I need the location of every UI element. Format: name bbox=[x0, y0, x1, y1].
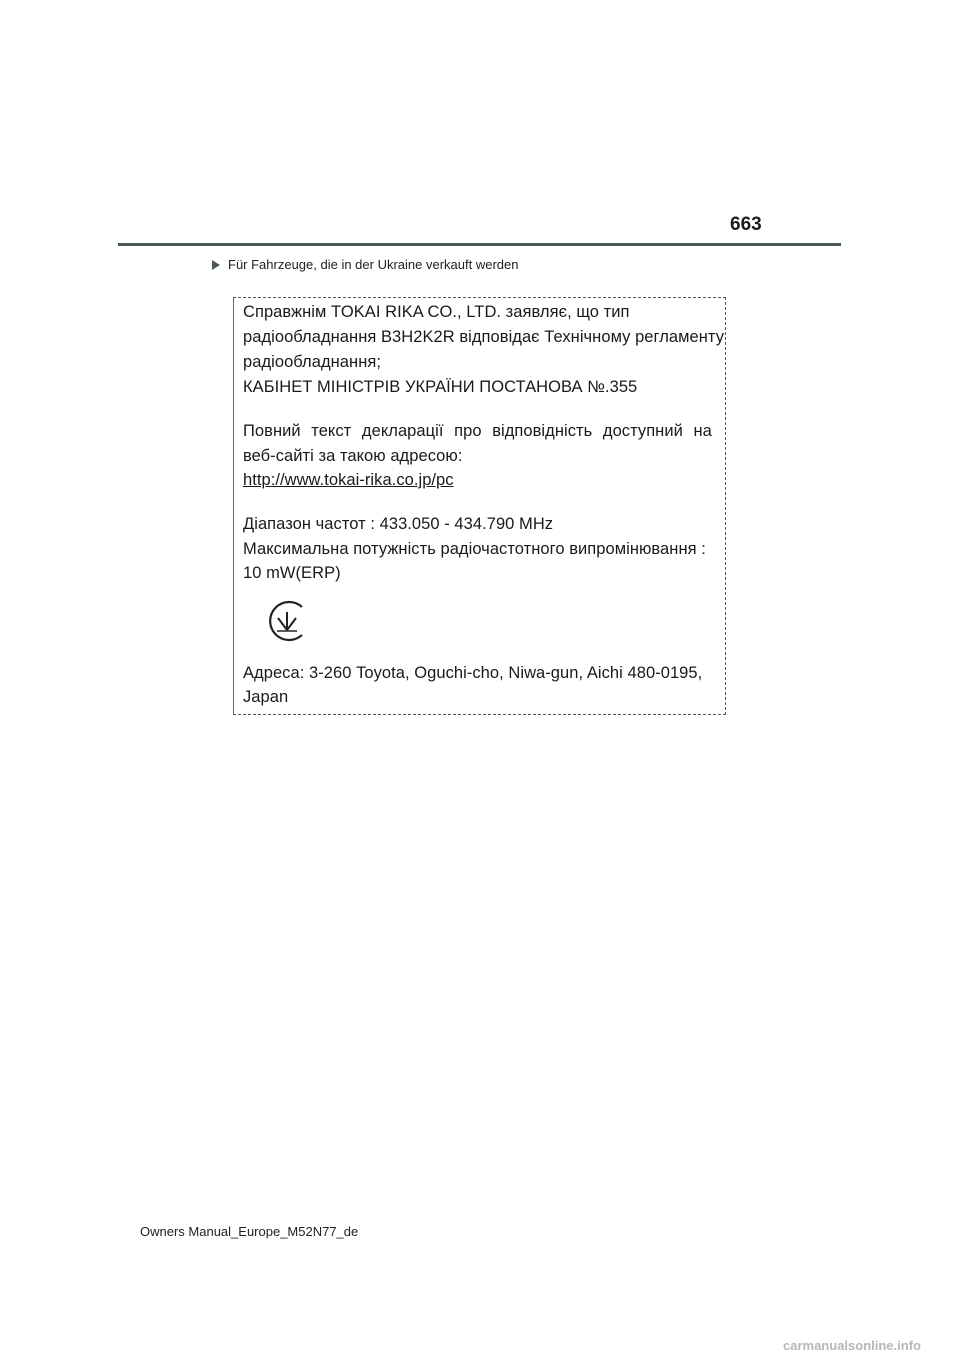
max-power-label: Максимальна потужність радіочастотного випромінювання : bbox=[243, 540, 706, 558]
header-rule bbox=[118, 243, 841, 246]
declaration-link[interactable]: http://www.tokai-rika.co.jp/pc bbox=[243, 471, 454, 489]
section-heading bbox=[212, 257, 518, 272]
address-line-2: Japan bbox=[243, 688, 289, 706]
declaration-line-5: Повний текст декларації про відповідність доступний на bbox=[243, 422, 712, 440]
triangle-bullet-icon bbox=[212, 260, 220, 270]
watermark: carmanualsonline.info bbox=[783, 1338, 921, 1353]
declaration-line-3: радіообладнання; bbox=[243, 353, 381, 371]
max-power-value: 10 mW(ERP) bbox=[243, 564, 341, 582]
frequency-range: Діапазон частот : 433.050 - 434.790 MHz bbox=[243, 515, 554, 533]
declaration-box bbox=[233, 297, 726, 715]
page-number: 663 bbox=[730, 214, 762, 235]
ukrainian-conformity-mark-icon bbox=[264, 598, 310, 644]
section-heading-text: Für Fahrzeuge, die in der Ukraine verkauft werden bbox=[228, 257, 519, 272]
address-line-1: Адреса: 3-260 Toyota, Oguchi-cho, Niwa-gun, Aichi 480-0195, bbox=[243, 664, 703, 682]
declaration-line-6: веб-сайті за такою адресою: bbox=[243, 447, 463, 465]
footer-manual-id: Owners Manual_Europe_M52N77_de bbox=[140, 1224, 359, 1239]
declaration-line-1: Справжнім TOKAI RIKA CO., LTD. заявляє, що тип bbox=[243, 303, 630, 321]
declaration-line-2: радіообладнання B3H2K2R відповідає Технічному регламенту bbox=[243, 328, 725, 346]
declaration-line-4: КАБІНЕТ МІНІСТРІВ УКРАЇНИ ПОСТАНОВА №.355 bbox=[243, 378, 638, 396]
